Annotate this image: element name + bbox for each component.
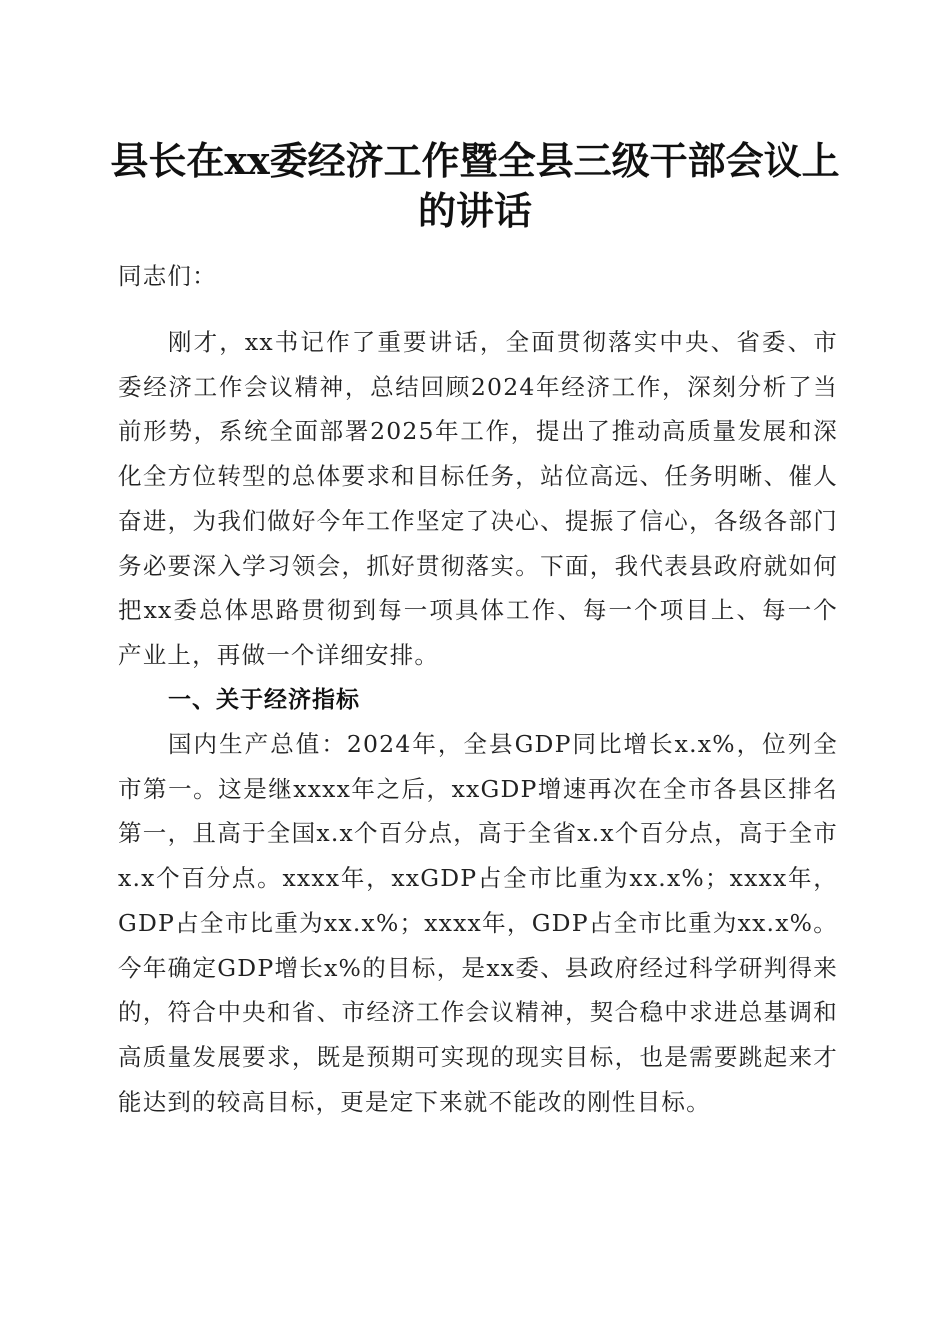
section-heading: 一、关于经济指标 (168, 687, 360, 713)
paragraph-intro: 刚才，xx书记作了重要讲话，全面贯彻落实中央、省委、市委经济工作会议精神，总结回顾2024年经济工作，深刻分析了当前形势，系统全面部署2025年工作，提出了推动高质量发展和深化全方位转型的总体要求和目标任务，站位高远、任务明晰、催人奋进，为我们做好今年工作坚定了决心、提振了信心，各级各部门务必要深入学习领会，抓好贯彻落实。下面，我代表县政府就如何把xx委总体思路贯彻到每一项具体工作、每一个项目上、每一个产业上，再做一个详细安排。 (118, 328, 838, 669)
salutation: 同志们： (118, 262, 217, 290)
document-title: 县长在xx委经济工作暨全县三级干部会议上的讲话 (110, 138, 840, 233)
paragraph-gdp: 国内生产总值：2024年，全县GDP同比增长x.x%，位列全市第一。这是继xxxx年之后，xxGDP增速再次在全市各县区排名第一，且高于全国x.x个百分点，高于全省x.x个百分点，高于全市x.x个百分点。xxxx年，xxGDP占全市比重为xx.x%；xxxx年，GDP占全市比重为xx.x%；xxxx年，GDP占全市比重为xx.x%。今年确定GDP增长x%的目标，是xx委、县政府经过科学研判得来的，符合中央和省、市经济工作会议精神，契合稳中求进总基调和高质量发展要求，既是预期可实现的现实目标，也是需要跳起来才能达到的较高目标，更是定下来就不能改的刚性目标。 (118, 730, 838, 1116)
